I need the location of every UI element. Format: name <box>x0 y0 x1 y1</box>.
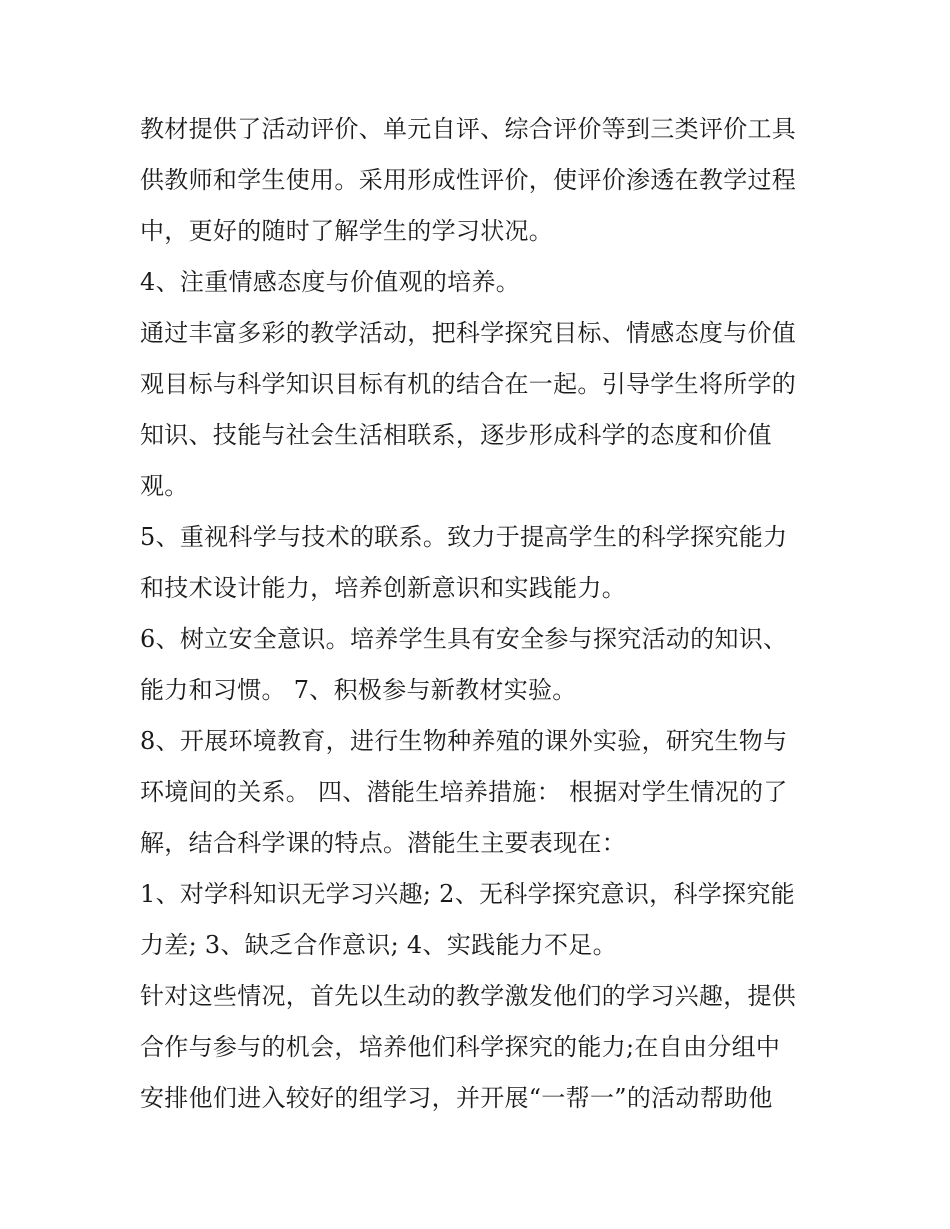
text-line-20: 安排他们进入较好的组学习，并开展“一帮一”的活动帮助他 <box>140 1084 773 1112</box>
text-line-10: 和技术设计能力，培养创新意识和实践能力。 <box>140 574 626 602</box>
text-line-17: 力差; 3、缺乏合作意识; 4、实践能力不足。 <box>140 931 617 959</box>
text-line-4: 4、注重情感态度与价值观的培养。 <box>140 268 521 296</box>
text-line-8: 观。 <box>140 472 189 500</box>
text-line-16: 1、对学科知识无学习兴趣; 2、无科学探究意识，科学探究能 <box>140 880 795 908</box>
text-line-13: 8、开展环境教育，进行生物种养殖的课外实验，研究生物与 <box>140 727 788 755</box>
text-line-14: 环境间的关系。 四、潜能生培养措施： 根据对学生情况的了 <box>140 778 788 806</box>
text-line-18: 针对这些情况，首先以生动的教学激发他们的学习兴趣，提供 <box>140 982 797 1010</box>
text-line-11: 6、树立安全意识。培养学生具有安全参与探究活动的知识、 <box>140 625 788 653</box>
text-line-7: 知识、技能与社会生活相联系，逐步形成科学的态度和价值 <box>140 421 772 449</box>
text-line-9: 5、重视科学与技术的联系。致力于提高学生的科学探究能力 <box>140 523 788 551</box>
text-line-2: 供教师和学生使用。采用形成性评价，使评价渗透在教学过程 <box>140 166 797 194</box>
text-line-1: 教材提供了活动评价、单元自评、综合评价等到三类评价工具 <box>140 115 797 143</box>
body-text <box>140 104 820 1124</box>
text-line-6: 观目标与科学知识目标有机的结合在一起。引导学生将所学的 <box>140 370 797 398</box>
text-line-5: 通过丰富多彩的教学活动，把科学探究目标、情感态度与价值 <box>140 319 797 347</box>
text-line-19: 合作与参与的机会，培养他们科学探究的能力;在自由分组中 <box>140 1033 781 1061</box>
text-line-15: 解，结合科学课的特点。潜能生主要表现在： <box>140 829 626 857</box>
text-line-3: 中，更好的随时了解学生的学习状况。 <box>140 217 554 245</box>
text-line-12: 能力和习惯。 7、积极参与新教材实验。 <box>140 676 577 704</box>
